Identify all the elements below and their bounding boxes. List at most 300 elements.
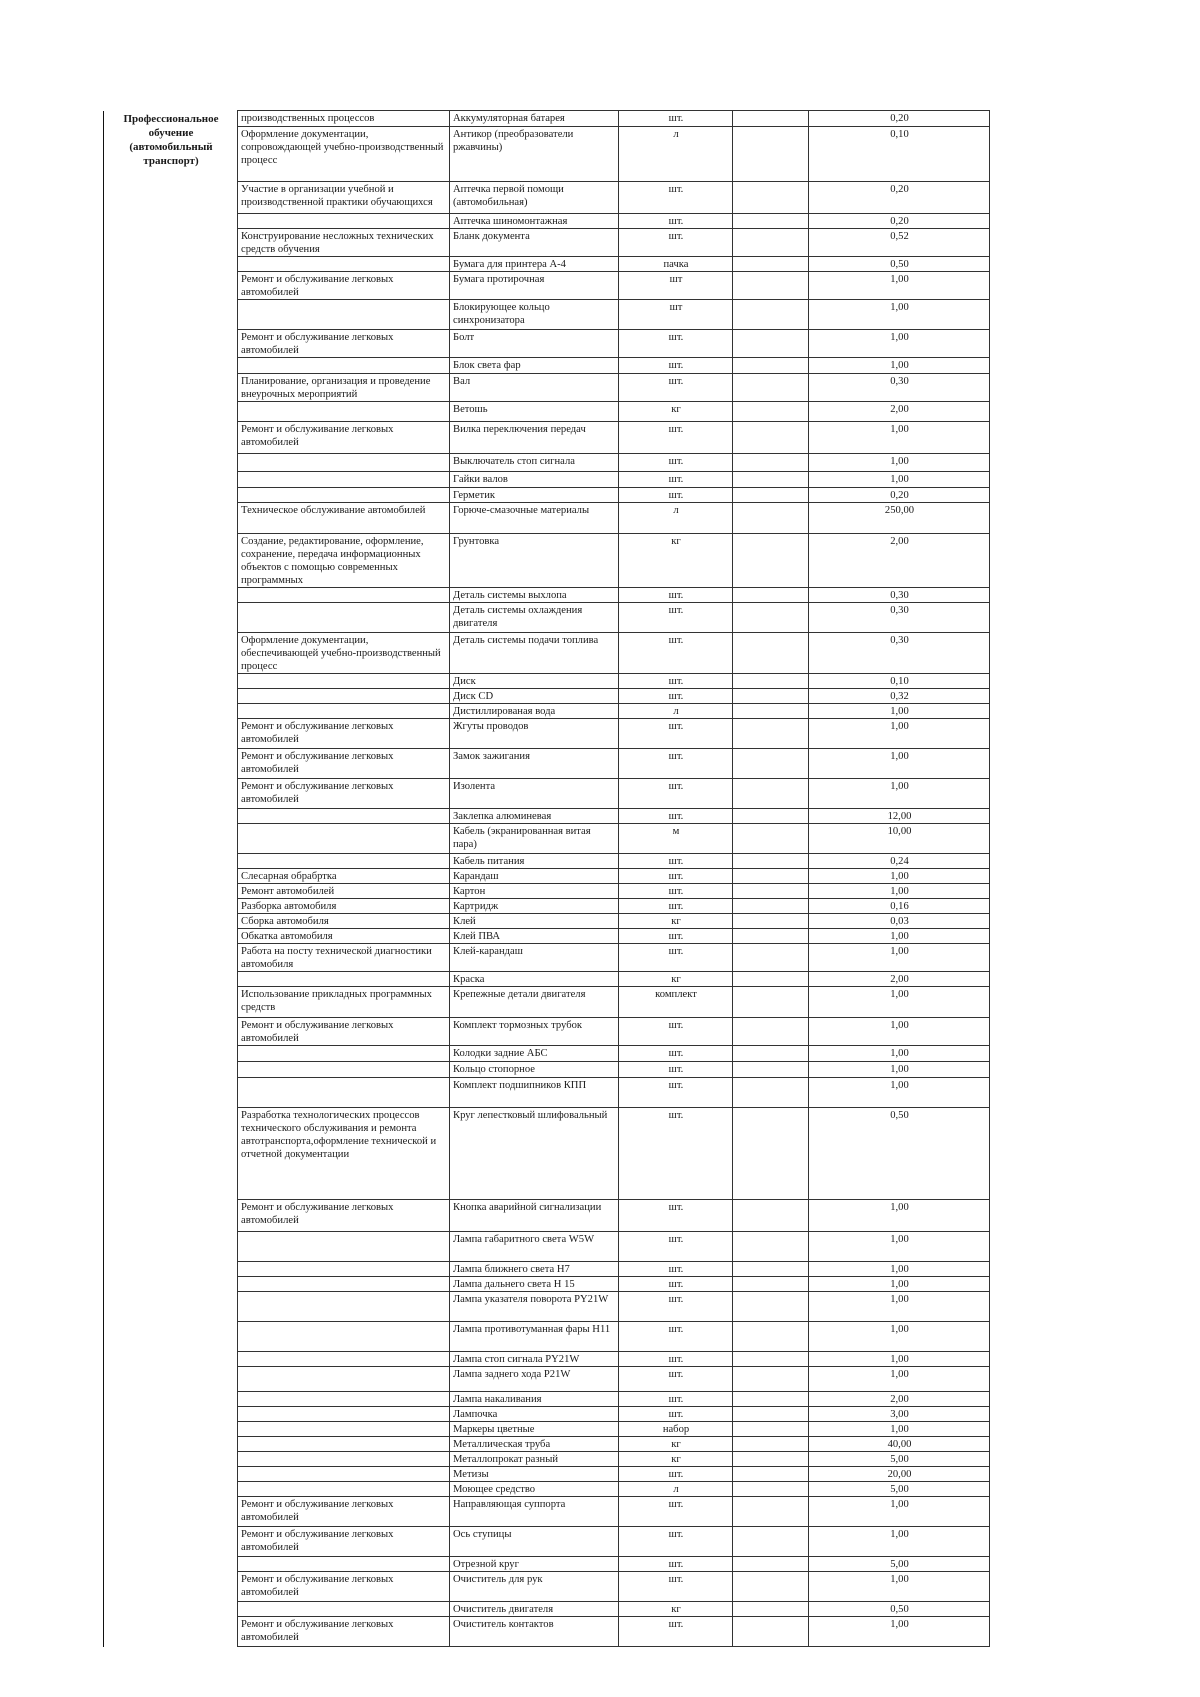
empty-cell — [733, 689, 809, 704]
activity-cell — [238, 1367, 450, 1392]
empty-cell — [733, 719, 809, 749]
quantity-cell: 1,00 — [809, 1617, 990, 1647]
empty-cell — [733, 674, 809, 689]
activity-cell — [238, 1262, 450, 1277]
quantity-cell: 0,20 — [809, 182, 990, 214]
quantity-cell: 0,16 — [809, 899, 990, 914]
activity-cell: Работа на посту технической диагностики автомобиля — [238, 944, 450, 972]
activity-cell: Ремонт и обслуживание легковых автомобилей — [238, 1018, 450, 1046]
quantity-cell: 1,00 — [809, 272, 990, 300]
quantity-cell: 250,00 — [809, 503, 990, 534]
material-cell: Комплект подшипников КПП — [450, 1078, 619, 1108]
empty-cell — [733, 472, 809, 488]
empty-cell — [733, 1407, 809, 1422]
quantity-cell: 40,00 — [809, 1437, 990, 1452]
quantity-cell: 0,10 — [809, 674, 990, 689]
quantity-cell: 2,00 — [809, 534, 990, 588]
unit-cell: шт. — [619, 1262, 733, 1277]
activity-cell: Ремонт и обслуживание легковых автомобилей — [238, 749, 450, 779]
unit-cell: шт. — [619, 884, 733, 899]
activity-cell: Ремонт и обслуживание легковых автомобилей — [238, 1497, 450, 1527]
quantity-cell: 1,00 — [809, 1062, 990, 1078]
unit-cell: л — [619, 127, 733, 182]
unit-cell: шт. — [619, 929, 733, 944]
unit-cell: шт. — [619, 454, 733, 472]
unit-cell: набор — [619, 1422, 733, 1437]
activity-cell: Разработка технологических процессов технического обслуживания и ремонта автотранспорта,оформление технической и отчетной документации — [238, 1108, 450, 1200]
material-cell: Лампа стоп сигнала PY21W — [450, 1352, 619, 1367]
quantity-cell: 12,00 — [809, 809, 990, 824]
quantity-cell: 1,00 — [809, 358, 990, 374]
material-cell: Аккумуляторная батарея — [450, 111, 619, 127]
material-cell: Аптечка шиномонтажная — [450, 214, 619, 229]
activity-cell — [238, 1422, 450, 1437]
activity-cell — [238, 1322, 450, 1352]
quantity-cell: 1,00 — [809, 1352, 990, 1367]
material-cell: Бумага для принтера А-4 — [450, 257, 619, 272]
material-cell: Деталь системы охлаждения двигателя — [450, 603, 619, 633]
activity-cell — [238, 402, 450, 422]
activity-cell — [238, 1452, 450, 1467]
activity-cell — [238, 1392, 450, 1407]
empty-cell — [733, 534, 809, 588]
unit-cell: шт. — [619, 358, 733, 374]
activity-cell: Слесарная обрабртка — [238, 869, 450, 884]
quantity-cell: 1,00 — [809, 987, 990, 1018]
activity-cell — [238, 1046, 450, 1062]
quantity-cell: 1,00 — [809, 1527, 990, 1557]
empty-cell — [733, 1437, 809, 1452]
activity-cell — [238, 488, 450, 503]
material-cell: Лампа противотуманная фары H11 — [450, 1322, 619, 1352]
quantity-cell: 0,30 — [809, 633, 990, 674]
empty-cell — [733, 503, 809, 534]
empty-cell — [733, 749, 809, 779]
activity-cell: Ремонт и обслуживание легковых автомобилей — [238, 272, 450, 300]
activity-cell — [238, 809, 450, 824]
activity-cell — [238, 1277, 450, 1292]
unit-cell: шт. — [619, 603, 733, 633]
activity-cell: Участие в организации учебной и производственной практики обучающихся — [238, 182, 450, 214]
quantity-cell: 1,00 — [809, 1367, 990, 1392]
activity-cell: Ремонт автомобилей — [238, 884, 450, 899]
quantity-cell: 5,00 — [809, 1557, 990, 1572]
quantity-cell: 10,00 — [809, 824, 990, 854]
unit-cell: м — [619, 824, 733, 854]
material-cell: Лампа ближнего света H7 — [450, 1262, 619, 1277]
empty-cell — [733, 1557, 809, 1572]
material-cell: Кольцо стопорное — [450, 1062, 619, 1078]
unit-cell: шт. — [619, 1046, 733, 1062]
activity-cell: Оформление документации, сопровождающей учебно-производственный процесс — [238, 127, 450, 182]
activity-cell: производственных процессов — [238, 111, 450, 127]
unit-cell: шт. — [619, 869, 733, 884]
unit-cell: шт. — [619, 588, 733, 603]
quantity-cell: 1,00 — [809, 1262, 990, 1277]
empty-cell — [733, 300, 809, 330]
material-cell: Круг лепестковый шлифовальный — [450, 1108, 619, 1200]
unit-cell: шт. — [619, 749, 733, 779]
empty-cell — [733, 127, 809, 182]
quantity-cell: 1,00 — [809, 454, 990, 472]
quantity-cell: 20,00 — [809, 1467, 990, 1482]
empty-cell — [733, 229, 809, 257]
empty-cell — [733, 588, 809, 603]
unit-cell: шт. — [619, 374, 733, 402]
material-cell: Диск CD — [450, 689, 619, 704]
material-cell: Вилка переключения передач — [450, 422, 619, 454]
quantity-cell: 1,00 — [809, 422, 990, 454]
quantity-cell: 1,00 — [809, 884, 990, 899]
material-cell: Кабель (экранированная витая пара) — [450, 824, 619, 854]
material-cell: Деталь системы выхлопа — [450, 588, 619, 603]
material-cell: Очиститель контактов — [450, 1617, 619, 1647]
unit-cell: шт. — [619, 111, 733, 127]
quantity-cell: 0,20 — [809, 488, 990, 503]
material-cell: Вал — [450, 374, 619, 402]
quantity-cell: 2,00 — [809, 402, 990, 422]
unit-cell: шт. — [619, 1062, 733, 1078]
material-cell: Диск — [450, 674, 619, 689]
activity-cell: Создание, редактирование, оформление, сохранение, передача информационных объектов с помощью современных программных — [238, 534, 450, 588]
empty-cell — [733, 1602, 809, 1617]
quantity-cell: 5,00 — [809, 1482, 990, 1497]
activity-cell — [238, 1352, 450, 1367]
activity-cell — [238, 824, 450, 854]
empty-cell — [733, 182, 809, 214]
unit-cell: шт. — [619, 1527, 733, 1557]
activity-cell: Ремонт и обслуживание легковых автомобилей — [238, 1617, 450, 1647]
activity-cell — [238, 1437, 450, 1452]
material-cell: Антикор (преобразователи ржавчины) — [450, 127, 619, 182]
material-cell: Очиститель для рук — [450, 1572, 619, 1602]
unit-cell: кг — [619, 1437, 733, 1452]
empty-cell — [733, 358, 809, 374]
empty-cell — [733, 1018, 809, 1046]
activity-cell — [238, 972, 450, 987]
quantity-cell: 1,00 — [809, 1232, 990, 1262]
material-cell: Горюче-смазочные материалы — [450, 503, 619, 534]
unit-cell: шт. — [619, 854, 733, 869]
material-cell: Блок света фар — [450, 358, 619, 374]
unit-cell: шт — [619, 272, 733, 300]
quantity-cell: 1,00 — [809, 300, 990, 330]
unit-cell: кг — [619, 1602, 733, 1617]
activity-cell — [238, 1232, 450, 1262]
material-cell: Лампа указателя поворота PY21W — [450, 1292, 619, 1322]
material-cell: Краска — [450, 972, 619, 987]
material-cell: Заклепка алюминевая — [450, 809, 619, 824]
material-cell: Болт — [450, 330, 619, 358]
material-cell: Клей-карандаш — [450, 944, 619, 972]
unit-cell: шт. — [619, 809, 733, 824]
empty-cell — [733, 1046, 809, 1062]
material-cell: Ветошь — [450, 402, 619, 422]
activity-cell: Ремонт и обслуживание легковых автомобилей — [238, 1527, 450, 1557]
activity-cell — [238, 257, 450, 272]
activity-cell — [238, 603, 450, 633]
unit-cell: шт. — [619, 1367, 733, 1392]
unit-cell: кг — [619, 402, 733, 422]
material-cell: Деталь системы подачи топлива — [450, 633, 619, 674]
material-cell: Аптечка первой помощи (автомобильная) — [450, 182, 619, 214]
quantity-cell: 3,00 — [809, 1407, 990, 1422]
empty-cell — [733, 704, 809, 719]
quantity-cell: 1,00 — [809, 330, 990, 358]
unit-cell: шт. — [619, 1617, 733, 1647]
empty-cell — [733, 272, 809, 300]
empty-cell — [733, 1527, 809, 1557]
empty-cell — [733, 972, 809, 987]
material-cell: Бланк документа — [450, 229, 619, 257]
quantity-cell: 0,50 — [809, 1108, 990, 1200]
empty-cell — [733, 869, 809, 884]
unit-cell: шт. — [619, 1232, 733, 1262]
empty-cell — [733, 603, 809, 633]
quantity-cell: 2,00 — [809, 1392, 990, 1407]
unit-cell: шт. — [619, 1352, 733, 1367]
material-cell: Гайки валов — [450, 472, 619, 488]
quantity-cell: 1,00 — [809, 704, 990, 719]
unit-cell: комплект — [619, 987, 733, 1018]
unit-cell: шт. — [619, 1467, 733, 1482]
quantity-cell: 1,00 — [809, 1018, 990, 1046]
unit-cell: шт. — [619, 1322, 733, 1352]
quantity-cell: 0,30 — [809, 588, 990, 603]
quantity-cell: 0,52 — [809, 229, 990, 257]
quantity-cell: 1,00 — [809, 1322, 990, 1352]
quantity-cell: 0,20 — [809, 111, 990, 127]
activity-cell — [238, 1467, 450, 1482]
unit-cell: шт. — [619, 1292, 733, 1322]
activity-cell: Ремонт и обслуживание легковых автомобилей — [238, 719, 450, 749]
quantity-cell: 0,10 — [809, 127, 990, 182]
activity-cell — [238, 472, 450, 488]
quantity-cell: 0,20 — [809, 214, 990, 229]
activity-cell: Оформление документации, обеспечивающей учебно-производственный процесс — [238, 633, 450, 674]
unit-cell: шт. — [619, 472, 733, 488]
empty-cell — [733, 454, 809, 472]
activity-cell: Разборка автомобиля — [238, 899, 450, 914]
quantity-cell: 0,30 — [809, 374, 990, 402]
empty-cell — [733, 1322, 809, 1352]
unit-cell: шт. — [619, 779, 733, 809]
unit-cell: шт. — [619, 422, 733, 454]
activity-cell — [238, 854, 450, 869]
material-cell: Металлическая труба — [450, 1437, 619, 1452]
empty-cell — [733, 914, 809, 929]
material-cell: Направляющая суппорта — [450, 1497, 619, 1527]
quantity-cell: 1,00 — [809, 1292, 990, 1322]
empty-cell — [733, 884, 809, 899]
quantity-cell: 1,00 — [809, 719, 990, 749]
empty-cell — [733, 488, 809, 503]
quantity-cell: 1,00 — [809, 929, 990, 944]
material-cell: Металлопрокат разный — [450, 1452, 619, 1467]
empty-cell — [733, 1108, 809, 1200]
unit-cell: кг — [619, 914, 733, 929]
material-cell: Кабель питания — [450, 854, 619, 869]
unit-cell: шт. — [619, 633, 733, 674]
empty-cell — [733, 1277, 809, 1292]
material-cell: Лампочка — [450, 1407, 619, 1422]
quantity-cell: 0,50 — [809, 1602, 990, 1617]
material-cell: Лампа накаливания — [450, 1392, 619, 1407]
material-cell: Лампа заднего хода P21W — [450, 1367, 619, 1392]
empty-cell — [733, 633, 809, 674]
unit-cell: шт. — [619, 674, 733, 689]
material-cell: Герметик — [450, 488, 619, 503]
empty-cell — [733, 1200, 809, 1232]
empty-cell — [733, 929, 809, 944]
activity-cell — [238, 214, 450, 229]
quantity-cell: 1,00 — [809, 1422, 990, 1437]
activity-cell — [238, 1407, 450, 1422]
quantity-cell: 1,00 — [809, 1078, 990, 1108]
activity-cell — [238, 689, 450, 704]
empty-cell — [733, 987, 809, 1018]
activity-cell — [238, 674, 450, 689]
empty-cell — [733, 1367, 809, 1392]
material-cell: Замок зажигания — [450, 749, 619, 779]
activity-cell: Использование прикладных программных средств — [238, 987, 450, 1018]
material-cell: Выключатель стоп сигнала — [450, 454, 619, 472]
table-row — [104, 111, 990, 127]
material-cell: Жгуты проводов — [450, 719, 619, 749]
activity-cell: Сборка автомобиля — [238, 914, 450, 929]
activity-cell: Ремонт и обслуживание легковых автомобилей — [238, 1200, 450, 1232]
quantity-cell: 1,00 — [809, 944, 990, 972]
quantity-cell: 1,00 — [809, 1572, 990, 1602]
empty-cell — [733, 422, 809, 454]
quantity-cell: 0,24 — [809, 854, 990, 869]
material-cell: Кнопка аварийной сигнализации — [450, 1200, 619, 1232]
activity-cell: Конструирование несложных технических средств обучения — [238, 229, 450, 257]
unit-cell: пачка — [619, 257, 733, 272]
activity-cell: Техническое обслуживание автомобилей — [238, 503, 450, 534]
material-cell: Картон — [450, 884, 619, 899]
quantity-cell: 0,03 — [809, 914, 990, 929]
empty-cell — [733, 214, 809, 229]
empty-cell — [733, 899, 809, 914]
quantity-cell: 2,00 — [809, 972, 990, 987]
material-cell: Ось ступицы — [450, 1527, 619, 1557]
empty-cell — [733, 1392, 809, 1407]
empty-cell — [733, 1467, 809, 1482]
activity-cell — [238, 1292, 450, 1322]
quantity-cell: 1,00 — [809, 1277, 990, 1292]
material-cell: Лампа габаритного света W5W — [450, 1232, 619, 1262]
unit-cell: шт. — [619, 1108, 733, 1200]
unit-cell: шт. — [619, 719, 733, 749]
material-cell: Грунтовка — [450, 534, 619, 588]
unit-cell: л — [619, 503, 733, 534]
unit-cell: шт. — [619, 899, 733, 914]
material-cell: Колодки задние АБС — [450, 1046, 619, 1062]
material-cell: Клей — [450, 914, 619, 929]
unit-cell: шт. — [619, 1557, 733, 1572]
unit-cell: шт. — [619, 214, 733, 229]
activity-cell — [238, 1602, 450, 1617]
material-cell: Карандаш — [450, 869, 619, 884]
empty-cell — [733, 854, 809, 869]
activity-cell: Ремонт и обслуживание легковых автомобилей — [238, 1572, 450, 1602]
quantity-cell: 1,00 — [809, 869, 990, 884]
category-cell: Профессиональное обучение (автомобильный транспорт) — [104, 111, 238, 1647]
unit-cell: шт. — [619, 229, 733, 257]
unit-cell: шт. — [619, 1078, 733, 1108]
activity-cell — [238, 588, 450, 603]
empty-cell — [733, 1062, 809, 1078]
document-page — [103, 110, 989, 1647]
materials-table — [103, 110, 990, 1647]
unit-cell: шт. — [619, 330, 733, 358]
unit-cell: шт. — [619, 488, 733, 503]
activity-cell — [238, 454, 450, 472]
empty-cell — [733, 1232, 809, 1262]
material-cell: Дистиллированая вода — [450, 704, 619, 719]
activity-cell: Ремонт и обслуживание легковых автомобилей — [238, 779, 450, 809]
quantity-cell: 0,30 — [809, 603, 990, 633]
unit-cell: шт. — [619, 1572, 733, 1602]
quantity-cell: 0,50 — [809, 257, 990, 272]
empty-cell — [733, 1617, 809, 1647]
material-cell: Комплект тормозных трубок — [450, 1018, 619, 1046]
unit-cell: л — [619, 1482, 733, 1497]
empty-cell — [733, 1452, 809, 1467]
empty-cell — [733, 1572, 809, 1602]
empty-cell — [733, 1497, 809, 1527]
empty-cell — [733, 330, 809, 358]
quantity-cell: 5,00 — [809, 1452, 990, 1467]
empty-cell — [733, 111, 809, 127]
unit-cell: шт. — [619, 182, 733, 214]
material-cell: Картридж — [450, 899, 619, 914]
material-cell: Изолента — [450, 779, 619, 809]
unit-cell: шт. — [619, 1497, 733, 1527]
empty-cell — [733, 1292, 809, 1322]
material-cell: Очиститель двигателя — [450, 1602, 619, 1617]
unit-cell: шт. — [619, 1200, 733, 1232]
unit-cell: шт. — [619, 1392, 733, 1407]
quantity-cell: 1,00 — [809, 779, 990, 809]
empty-cell — [733, 1422, 809, 1437]
empty-cell — [733, 1078, 809, 1108]
activity-cell — [238, 1062, 450, 1078]
activity-cell — [238, 300, 450, 330]
unit-cell: шт — [619, 300, 733, 330]
unit-cell: кг — [619, 534, 733, 588]
material-cell: Блокирующее кольцо синхронизатора — [450, 300, 619, 330]
unit-cell: шт. — [619, 1277, 733, 1292]
empty-cell — [733, 779, 809, 809]
material-cell: Лампа дальнего света H 15 — [450, 1277, 619, 1292]
empty-cell — [733, 1262, 809, 1277]
activity-cell: Обкатка автомобиля — [238, 929, 450, 944]
material-cell: Метизы — [450, 1467, 619, 1482]
empty-cell — [733, 257, 809, 272]
quantity-cell: 1,00 — [809, 1497, 990, 1527]
activity-cell — [238, 358, 450, 374]
unit-cell: шт. — [619, 1407, 733, 1422]
empty-cell — [733, 1352, 809, 1367]
activity-cell — [238, 1078, 450, 1108]
empty-cell — [733, 402, 809, 422]
quantity-cell: 1,00 — [809, 1046, 990, 1062]
material-cell: Моющее средство — [450, 1482, 619, 1497]
quantity-cell: 1,00 — [809, 749, 990, 779]
unit-cell: л — [619, 704, 733, 719]
